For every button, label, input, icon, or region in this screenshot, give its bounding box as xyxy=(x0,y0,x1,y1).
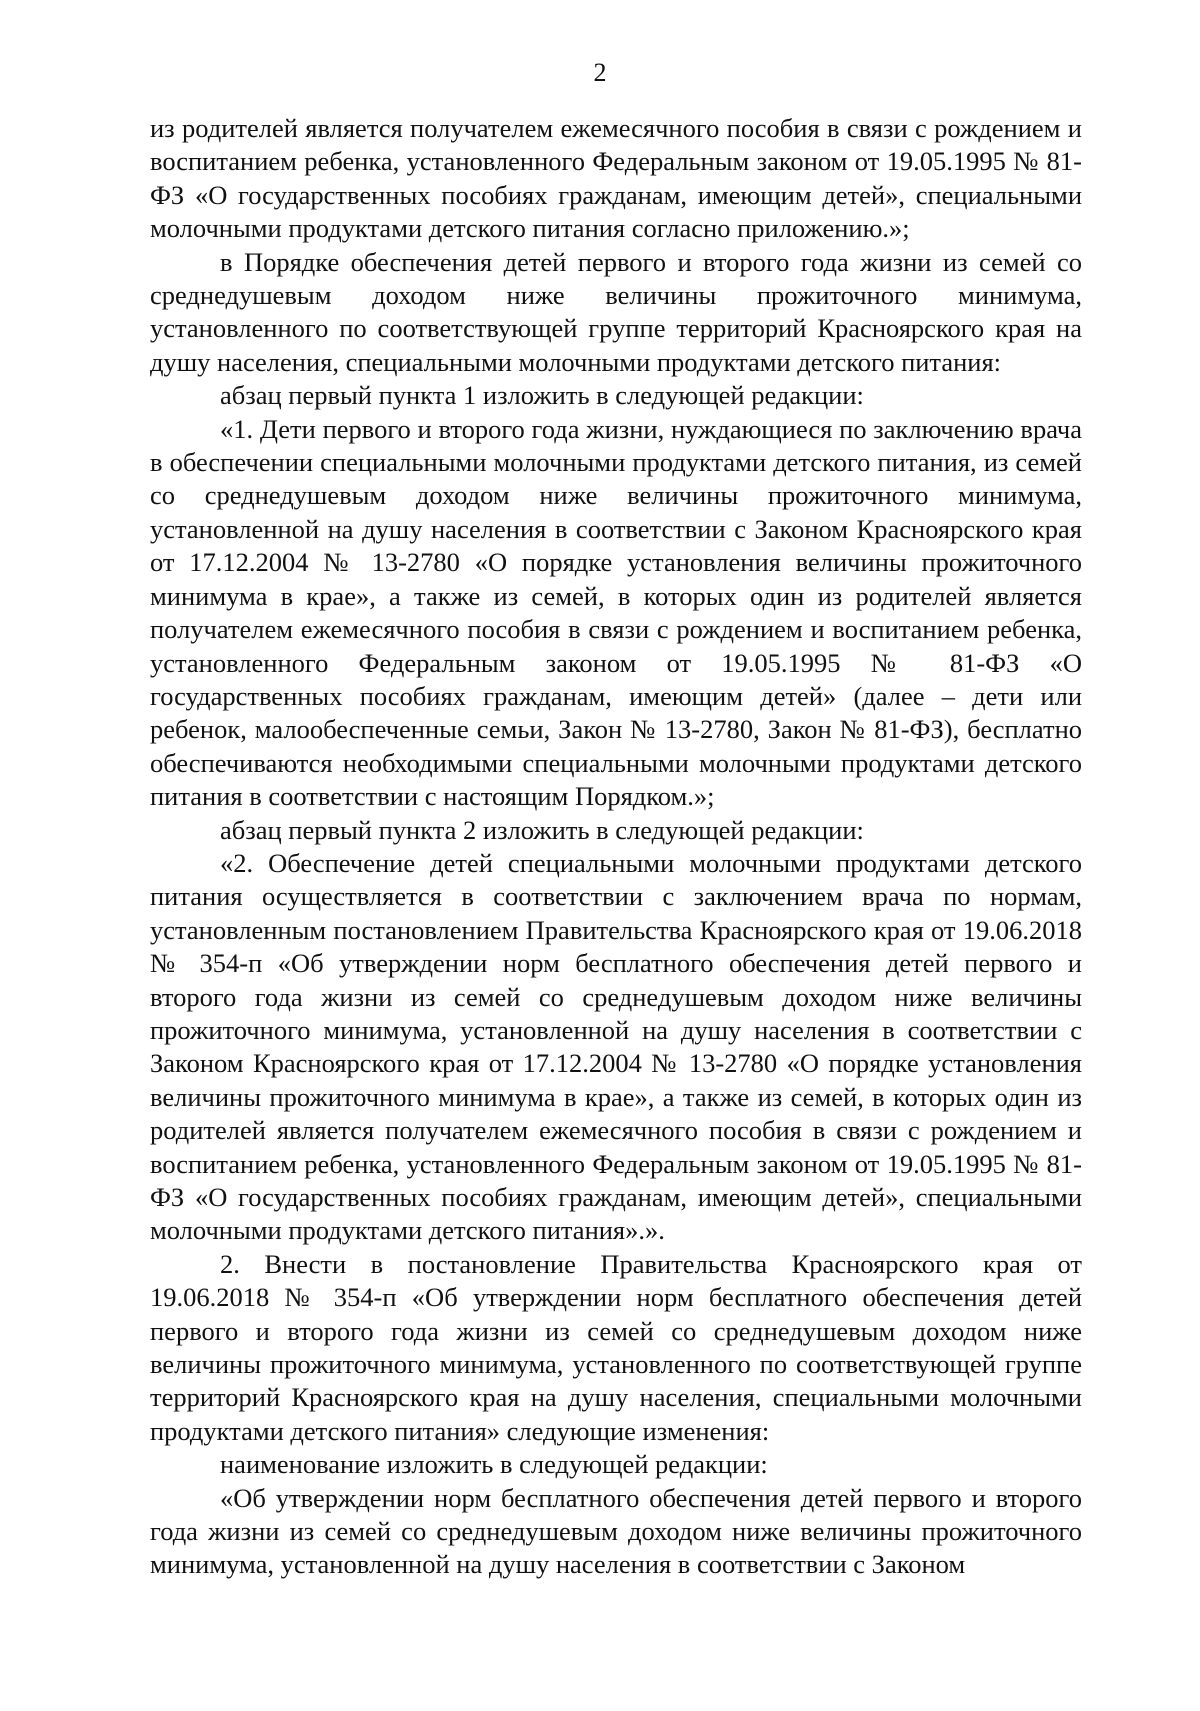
paragraph-section-2: 2. Внести в постановление Правительства Красноярского края от 19.06.2018 № 354-п «Об утверждении норм бесплатного обеспечения детей первого и второго года жизни из семей со среднедушевым доходом ниже величины прожиточного минимума, установленного по соответствующей группе территорий Красноярского края на душу населения, специальными молочными продуктами детского питания» следующие изменения: xyxy=(150,1248,1082,1446)
paragraph-point-2-text: «2. Обеспечение детей специальными молочными продуктами детского питания осуществляется в соответствии с заключением врача по нормам, установленным постановлением Правительства Красноярского края от 19.06.2018 № 354-п «Об утверждении норм бесплатного обеспечения детей первого и второго года жизни из семей со среднедушевым доходом ниже величины прожиточного минимума, установленной на душу населения в соответствии с Законом Красноярского края от 17.12.2004 № 13-2780 «О порядке установления величины прожиточного минимума в крае», а также из семей, в которых один из родителей является получателем ежемесячного пособия в связи с рождением и воспитанием ребенка, установленного Федеральным законом от 19.05.1995 № 81-ФЗ «О государственных пособиях гражданам, имеющим детей», специальными молочными продуктами детского питания».». xyxy=(150,847,1082,1246)
paragraph-continuation: из родителей является получателем ежемесячного пособия в связи с рождением и воспитанием ребенка, установленного Федеральным законом от 19.05.1995 № 81-ФЗ «О государственных пособиях гражданам, имеющим детей», специальными молочными продуктами детского питания согласно приложению.»; xyxy=(150,113,1082,244)
paragraph-point-1-text: «1. Дети первого и второго года жизни, нуждающиеся по заключению врача в обеспечении специальными молочными продуктами детского питания, из семей со среднедушевым доходом ниже величины прожиточного минимума, установленной на душу населения в соответствии с Законом Красноярского края от 17.12.2004 № 13-2780 «О порядке установления величины прожиточного минимума в крае», а также из семей, в которых один из родителей является получателем ежемесячного пособия в связи с рождением и воспитанием ребенка, установленного Федеральным законом от 19.05.1995 № 81-ФЗ «О государственных пособиях гражданам, имеющим детей» (далее – дети или ребенок, малообеспеченные семьи, Закон № 13-2780, Закон № 81-ФЗ), бесплатно обеспечиваются необходимыми специальными молочными продуктами детского питания в соответствии с настоящим Порядком.»; xyxy=(150,413,1082,812)
paragraph-amend-point-2: абзац первый пункта 2 изложить в следующей редакции: xyxy=(220,814,864,845)
paragraph-amend-point-1: абзац первый пункта 1 изложить в следующей редакции: xyxy=(220,380,864,411)
paragraph-new-title: «Об утверждении норм бесплатного обеспечения детей первого и второго года жизни из семей со среднедушевым доходом ниже величины прожиточного минимума, установленной на душу населения в соответствии с Законом xyxy=(150,1482,1082,1580)
document-body xyxy=(150,112,1082,1582)
page-number: 2 xyxy=(593,58,607,87)
paragraph-title-amend: наименование изложить в следующей редакции: xyxy=(220,1449,768,1480)
paragraph-procedure-intro: в Порядке обеспечения детей первого и второго года жизни из семей со среднедушевым доходом ниже величины прожиточного минимума, установленного по соответствующей группе территорий Красноярского края на душу населения, специальными молочными продуктами детского питания: xyxy=(150,246,1082,377)
